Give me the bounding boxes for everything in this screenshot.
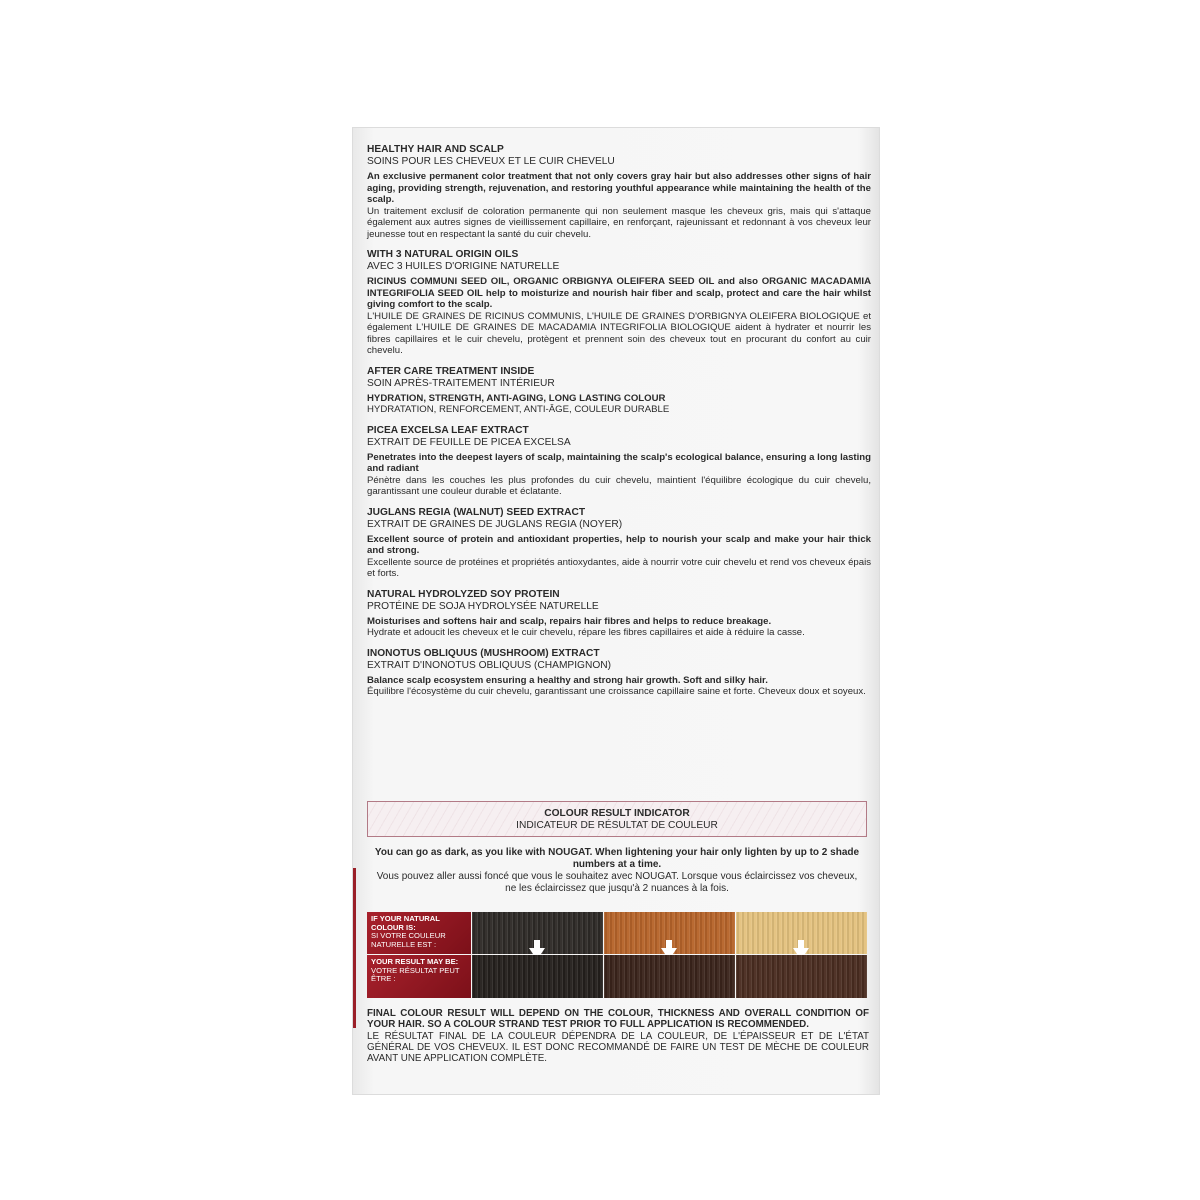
section-heading-fr: EXTRAIT DE GRAINES DE JUGLANS REGIA (NOYER)	[367, 518, 623, 530]
section-body-fr: L'HUILE DE GRAINES DE RICINUS COMMUNIS, L'HUILE DE GRAINES D'ORBIGNYA OLEIFERA BIOLOGIQUE et également L'HUILE DE GRAINES DE MACADAMIA INTEGRIFOLIA BIOLOGIQUE aident à hydrater et nourrir les fibres capillaires et le cuir chevelu, protègent et prennent soin des cheveux tout en procurant du confort au cuir chevelu.	[367, 310, 871, 356]
section-body-en: Moisturises and softens hair and scalp, repairs hair fibres and helps to reduce breakage.	[367, 615, 772, 627]
section-after-care	[367, 366, 871, 416]
natural-swatch-dark	[472, 912, 603, 954]
final-result-disclaimer	[367, 1008, 869, 1064]
natural-colour-label	[367, 912, 471, 954]
product-box-back-panel	[352, 127, 880, 1095]
result-swatch-chestnut	[604, 955, 735, 998]
result-colour-label-en: YOUR RESULT MAY BE:	[371, 957, 459, 966]
section-body-en: Penetrates into the deepest layers of scalp, maintaining the scalp's ecological balance, ensuring a long lasting and radiant	[367, 451, 871, 474]
section-heading-fr: SOINS POUR LES CHEVEUX ET LE CUIR CHEVELU	[367, 156, 615, 167]
colour-result-grid	[367, 912, 868, 998]
section-heading-en: WITH 3 NATURAL ORIGIN OILS	[367, 249, 519, 260]
section-body-fr: Pénètre dans les couches les plus profondes du cuir chevelu, maintient l'équilibre écologique du cuir chevelu, garantissant une couleur durable et éclatante.	[367, 474, 871, 497]
section-heading-en: AFTER CARE TREATMENT INSIDE	[367, 365, 535, 377]
final-disclaimer-fr: LE RÉSULTAT FINAL DE LA COULEUR DÉPENDRA DE LA COULEUR, DE L'ÉPAISSEUR ET DE L'ÉTAT GÉNÉRAL DE VOS CHEVEUX. IL EST DONC RECOMMANDÉ DE FAIRE UN TEST DE MÈCHE DE COULEUR AVANT UNE APPLICATION COMPLÈTE.	[367, 1030, 869, 1065]
section-body-fr: Hydrate et adoucit les cheveux et le cuir chevelu, répare les fibres capillaires et aide à réduire la casse.	[367, 627, 805, 638]
result-swatch-dark	[472, 955, 603, 998]
section-heading-en: JUGLANS REGIA (WALNUT) SEED EXTRACT	[367, 506, 586, 518]
section-natural-oils	[367, 249, 871, 357]
section-heading-fr: EXTRAIT D'INONOTUS OBLIQUUS (CHAMPIGNON)	[367, 659, 612, 671]
natural-colour-label-en: IF YOUR NATURAL COLOUR IS:	[371, 914, 440, 932]
section-picea-extract	[367, 425, 871, 498]
section-body-fr: Un traitement exclusif de coloration permanente qui non seulement masque les cheveux gris, mais qui s'attaque également aux autres signes de vieillissement capillaire, en renforçant, rajeunissant et redonnant à vos cheveux leur jeunesse tout en respectant la santé du cuir chevelu.	[367, 205, 871, 240]
natural-swatch-blonde	[736, 912, 867, 954]
indicator-title-fr: INDICATEUR DE RÉSULTAT DE COULEUR	[516, 820, 718, 831]
section-body-fr: HYDRATATION, RENFORCEMENT, ANTI-ÂGE, COULEUR DURABLE	[367, 404, 670, 415]
section-body-fr: Excellente source de protéines et propriétés antioxydantes, aide à nourrir votre cuir chevelu et rend vos cheveux épais et forts.	[367, 556, 871, 579]
section-body-en: Excellent source of protein and antioxidant properties, help to nourish your scalp and make your hair thick and strong.	[367, 533, 871, 556]
result-colour-label	[367, 955, 471, 998]
section-heading-fr: PROTÉINE DE SOJA HYDROLYSÉE NATURELLE	[367, 600, 599, 612]
section-body-en: Balance scalp ecosystem ensuring a healthy and strong hair growth. Soft and silky hair.	[367, 674, 768, 686]
result-swatch-brown	[736, 955, 867, 998]
section-heading-en: NATURAL HYDROLYZED SOY PROTEIN	[367, 588, 560, 600]
ingredient-sections	[367, 144, 871, 707]
natural-swatch-copper	[604, 912, 735, 954]
lightening-note-en: You can go as dark, as you like with NOUGAT. When lightening your hair only lighten by up to 2 shade numbers at a time.	[374, 847, 860, 870]
lightening-note-fr: Vous pouvez aller aussi foncé que vous le souhaitez avec NOUGAT. Lorsque vous éclaircissez vos cheveux, ne les éclaircissez que jusqu'à 2 nuances à la fois.	[376, 871, 858, 894]
section-body-en: RICINUS COMMUNI SEED OIL, ORGANIC ORBIGNYA OLEIFERA SEED OIL and also ORGANIC MACADAMIA INTEGRIFOLIA SEED OIL help to moisturize and nourish hair fiber and scalp, protect and care the hair whilst giving comfort to the scalp.	[367, 276, 871, 310]
section-heading-fr: EXTRAIT DE FEUILLE DE PICEA EXCELSA	[367, 436, 571, 448]
lightening-note	[373, 847, 861, 895]
section-heading-fr: SOIN APRÈS-TRAITEMENT INTÉRIEUR	[367, 377, 555, 389]
section-heading-en: PICEA EXCELSA LEAF EXTRACT	[367, 424, 529, 436]
section-heading-fr: AVEC 3 HUILES D'ORIGINE NATURELLE	[367, 261, 560, 272]
section-walnut-extract	[367, 507, 871, 580]
section-mushroom-extract	[367, 648, 871, 698]
section-heading-en: HEALTHY HAIR AND SCALP	[367, 144, 504, 155]
section-soy-protein	[367, 589, 871, 639]
section-body-en: An exclusive permanent color treatment that not only covers gray hair but also addresses other signs of hair aging, providing strength, rejuvenation, and restoring youthful appearance while maintaining the health of the scalp.	[367, 171, 871, 205]
side-red-stripe	[353, 868, 356, 1028]
section-body-fr: Équilibre l'écosystème du cuir chevelu, garantissant une croissance capillaire saine et forte. Cheveux doux et soyeux.	[367, 686, 866, 697]
final-disclaimer-en: FINAL COLOUR RESULT WILL DEPEND ON THE COLOUR, THICKNESS AND OVERALL CONDITION OF YOUR HAIR. SO A COLOUR STRAND TEST PRIOR TO FULL APPLICATION IS RECOMMENDED.	[367, 1008, 869, 1031]
section-healthy-hair	[367, 144, 871, 240]
result-colour-label-fr: VOTRE RÉSULTAT PEUT ÊTRE :	[371, 965, 460, 984]
colour-result-indicator-banner	[367, 801, 867, 837]
indicator-title-en: COLOUR RESULT INDICATOR	[544, 808, 690, 819]
section-heading-en: INONOTUS OBLIQUUS (MUSHROOM) EXTRACT	[367, 647, 600, 659]
natural-colour-label-fr: SI VOTRE COULEUR NATURELLE EST :	[371, 931, 446, 949]
section-body-en: HYDRATION, STRENGTH, ANTI-AGING, LONG LASTING COLOUR	[367, 392, 666, 404]
